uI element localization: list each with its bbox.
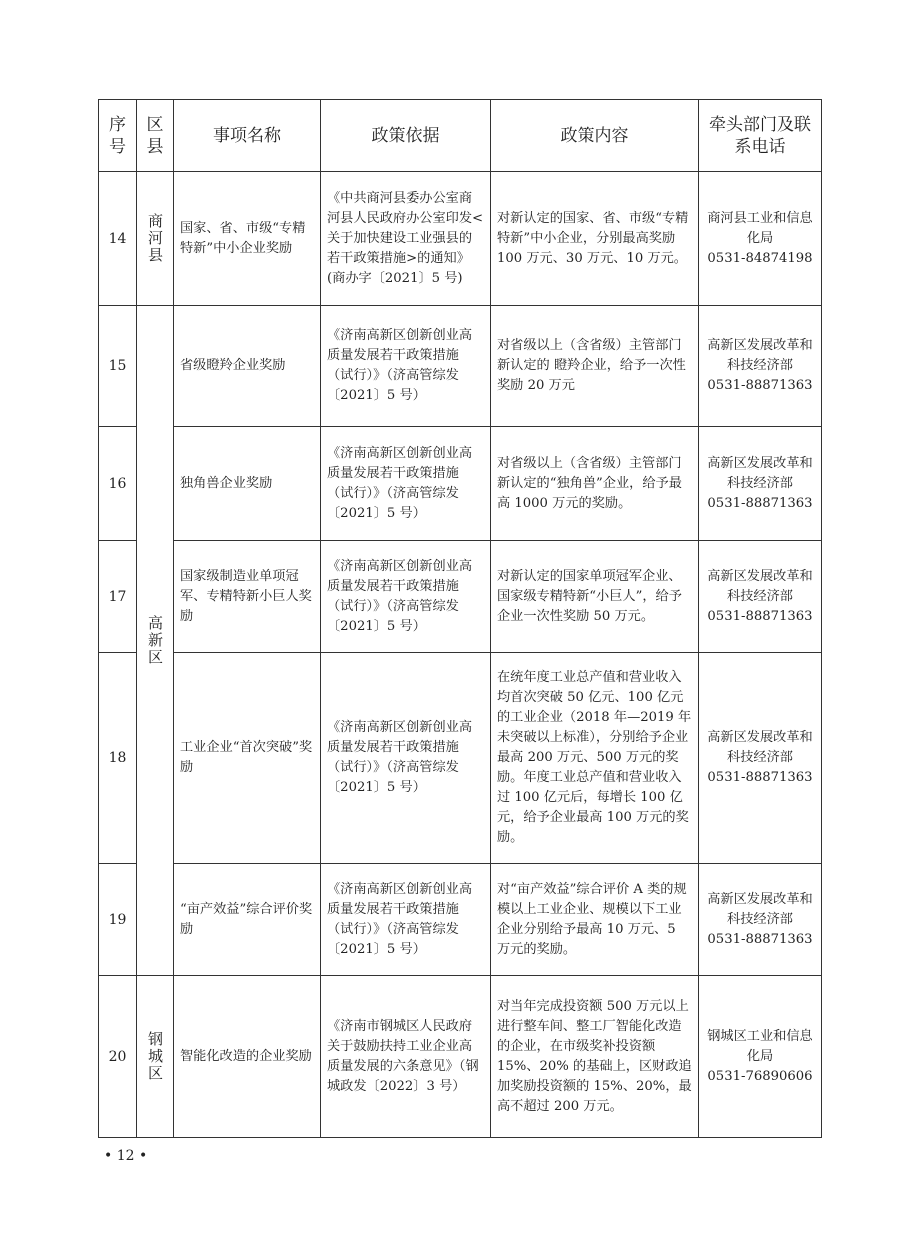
row-content: 对“亩产效益”综合评价 A 类的规模以上工业企业、规模以下工业企业分别给予最高 10 万元、5 万元的奖励。 bbox=[491, 864, 699, 976]
header-dept: 牵头部门及联系电话 bbox=[699, 100, 822, 172]
row-item: “亩产效益”综合评价奖励 bbox=[174, 864, 321, 976]
header-content: 政策内容 bbox=[491, 100, 699, 172]
dept-name: 高新区发展改革和科技经济部 bbox=[707, 455, 813, 491]
row-county: 高新区 bbox=[137, 306, 174, 976]
table-row bbox=[99, 976, 822, 1138]
row-dept bbox=[699, 976, 822, 1138]
row-content: 对省级以上（含省级）主管部门新认定的 瞪羚企业，给予一次性奖励 20 万元 bbox=[491, 306, 699, 427]
row-basis: 《济南高新区创新创业高质量发展若干政策措施（试行）》（济高管综发〔2021〕5 号） bbox=[321, 541, 491, 653]
policy-table bbox=[98, 99, 822, 1138]
row-index: 15 bbox=[99, 306, 137, 427]
row-index: 17 bbox=[99, 541, 137, 653]
row-item: 工业企业“首次突破”奖励 bbox=[174, 653, 321, 864]
row-basis: 《济南市钢城区人民政府关于鼓励扶持工业企业高质量发展的六条意见》（钢城政发〔2022〕3 号） bbox=[321, 976, 491, 1138]
row-basis: 《济南高新区创新创业高质量发展若干政策措施（试行）》（济高管综发〔2021〕5 号） bbox=[321, 864, 491, 976]
table-row bbox=[99, 653, 822, 864]
row-dept bbox=[699, 864, 822, 976]
header-basis: 政策依据 bbox=[321, 100, 491, 172]
row-content: 对新认定的国家单项冠军企业、国家级专精特新“小巨人”，给予企业一次性奖励 50 万元。 bbox=[491, 541, 699, 653]
row-index: 18 bbox=[99, 653, 137, 864]
dept-phone: 0531-88871363 bbox=[707, 495, 813, 511]
row-dept bbox=[699, 653, 822, 864]
row-item: 独角兽企业奖励 bbox=[174, 427, 321, 541]
row-content: 对新认定的国家、省、市级“专精特新”中小企业，分别最高奖励 100 万元、30 万元、10 万元。 bbox=[491, 172, 699, 306]
table-row bbox=[99, 864, 822, 976]
row-county: 商河县 bbox=[137, 172, 174, 306]
row-index: 14 bbox=[99, 172, 137, 306]
row-item: 国家、省、市级“专精特新”中小企业奖励 bbox=[174, 172, 321, 306]
row-index: 16 bbox=[99, 427, 137, 541]
dept-phone: 0531-88871363 bbox=[707, 378, 813, 393]
dept-phone: 0531-88871363 bbox=[707, 770, 813, 785]
table-row bbox=[99, 427, 822, 541]
row-index: 19 bbox=[99, 864, 137, 976]
row-dept bbox=[699, 427, 822, 541]
row-basis: 《济南高新区创新创业高质量发展若干政策措施（试行）》（济高管综发〔2021〕5 号） bbox=[321, 306, 491, 427]
header-item: 事项名称 bbox=[174, 100, 321, 172]
row-basis: 《济南高新区创新创业高质量发展若干政策措施（试行）》（济高管综发〔2021〕5 号） bbox=[321, 427, 491, 541]
row-content: 在统年度工业总产值和营业收入均首次突破 50 亿元、100 亿元的工业企业（2018 年—2019 年未突破以上标准），分别给予企业最高 200 万元、500 万元的奖励。年度工业总产值和营业收入过 100 亿元后，每增长 100 亿元，给予企业最高 100 万元的奖励。 bbox=[491, 653, 699, 864]
row-item: 省级瞪羚企业奖励 bbox=[174, 306, 321, 427]
row-basis: 《中共商河县委办公室商河县人民政府办公室印发<关于加快建设工业强县的若干政策措施>的通知》(商办字〔2021〕5 号) bbox=[321, 172, 491, 306]
dept-name: 钢城区工业和信息化局 bbox=[707, 1028, 813, 1064]
row-index: 20 bbox=[99, 976, 137, 1138]
row-item: 智能化改造的企业奖励 bbox=[174, 976, 321, 1138]
dept-name: 高新区发展改革和科技经济部 bbox=[707, 891, 813, 927]
dept-name: 高新区发展改革和科技经济部 bbox=[707, 568, 813, 604]
row-content: 对当年完成投资额 500 万元以上进行整车间、整工厂智能化改造的企业，在市级奖补投资额 15%、20% 的基础上，区财政追加奖励投资额的 15%、20%，最高不超过 200 万元。 bbox=[491, 976, 699, 1138]
dept-name: 高新区发展改革和科技经济部 bbox=[707, 730, 813, 765]
row-basis: 《济南高新区创新创业高质量发展若干政策措施（试行）》（济高管综发〔2021〕5 号） bbox=[321, 653, 491, 864]
row-content: 对省级以上（含省级）主管部门新认定的“独角兽”企业，给予最高 1000 万元的奖励。 bbox=[491, 427, 699, 541]
table-row bbox=[99, 306, 822, 427]
header-county: 区县 bbox=[137, 100, 174, 172]
header-row bbox=[99, 100, 822, 172]
row-dept bbox=[699, 541, 822, 653]
dept-phone: 0531-88871363 bbox=[707, 931, 813, 947]
header-index: 序号 bbox=[99, 100, 137, 172]
row-county: 钢城区 bbox=[137, 976, 174, 1138]
dept-name: 商河县工业和信息化局 bbox=[707, 210, 813, 246]
dept-phone: 0531-88871363 bbox=[707, 608, 813, 624]
row-dept bbox=[699, 172, 822, 306]
page-number: • 12 • bbox=[104, 1148, 148, 1164]
row-item: 国家级制造业单项冠军、专精特新小巨人奖励 bbox=[174, 541, 321, 653]
table-row bbox=[99, 172, 822, 306]
dept-name: 高新区发展改革和科技经济部 bbox=[707, 338, 813, 373]
table-row bbox=[99, 541, 822, 653]
dept-phone: 0531-84874198 bbox=[707, 250, 813, 266]
dept-phone: 0531-76890606 bbox=[707, 1068, 813, 1084]
row-dept bbox=[699, 306, 822, 427]
